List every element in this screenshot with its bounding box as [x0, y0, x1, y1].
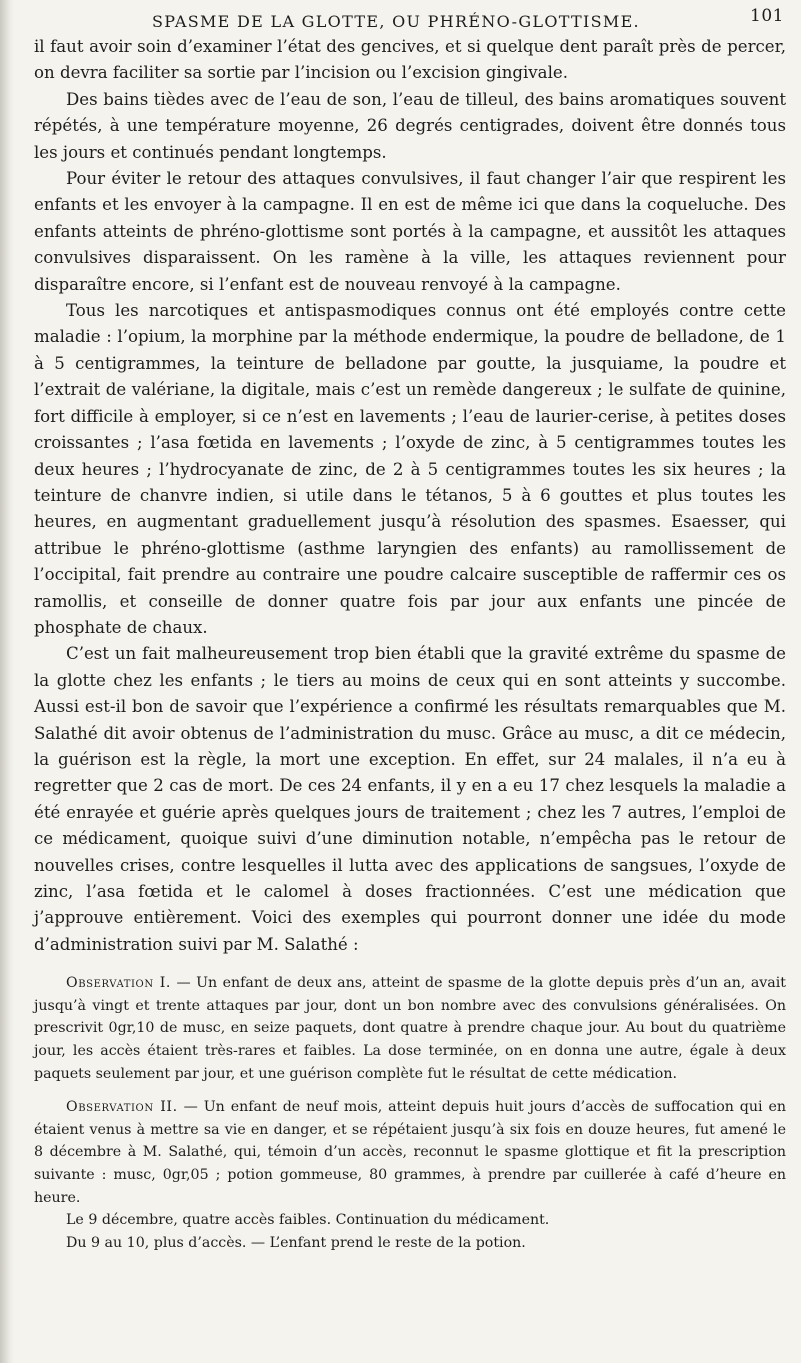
- observation-1: [34, 972, 786, 1085]
- page-number: 101: [750, 6, 784, 26]
- paragraph-gencives: il faut avoir soin d’examiner l’état des gencives, et si quelque dent paraît près de percer, on devra faciliter sa sortie par l’incision ou l’excision gingivale.: [34, 37, 786, 83]
- observation-2-followup-1: Le 9 décembre, quatre accès faibles. Continuation du médicament.: [66, 1212, 550, 1229]
- paragraph-campagne: Pour éviter le retour des attaques convulsives, il faut changer l’air que respirent les enfants et les envoyer à la campagne. Il en est de même ici que dans la coqueluche. Des enfants atteints de phréno-glottisme sont portés à la campagne, et aussitôt les attaques convulsives disparaissent. On les ramène à la ville, les attaques reviennent pour disparaître encore, si l’enfant est de nouveau renvoyé à la campagne.: [34, 169, 786, 294]
- page-body: [34, 34, 786, 1254]
- observation-2-lead: Observation II.: [66, 1099, 178, 1116]
- observation-2-followup-2: Du 9 au 10, plus d’accès. — L’enfant prend le reste de la potion.: [66, 1234, 526, 1251]
- page-binding-shadow: [0, 0, 14, 1363]
- observation-2-text: — Un enfant de neuf mois, atteint depuis huit jours d’accès de suffocation qui en étaient venus à mettre sa vie en danger, et se répétaient jusqu’à six fois en douze heures, fut amené le 8 décembre à M. Salathé, qui, témoin d’un accès, reconnut le spasme glottique et fit la prescription suivante : musc, 0gr,05 ; potion gommeuse, 80 grammes, à prendre par cuillerée à café d’heure en heure.: [34, 1099, 786, 1206]
- observation-1-text: — Un enfant de deux ans, atteint de spasme de la glotte depuis près d’un an, avait jusqu’à vingt et trente attaques par jour, dont un bon nombre avec des convulsions généralisées. On prescrivit 0gr,10 de musc, en seize paquets, dont quatre à prendre chaque jour. Au bout du quatrième jour, les accès étaient très-rares et faibles. La dose terminée, on en donna une autre, égale à deux paquets seulement par jour, et une guérison complète fut le résultat de cette médication.: [34, 975, 786, 1082]
- page-header: [100, 6, 784, 36]
- running-title: SPASME DE LA GLOTTE, OU PHRÉNO-GLOTTISME.: [152, 12, 640, 31]
- observation-2: [34, 1096, 786, 1209]
- observation-1-lead: Observation I.: [66, 975, 172, 992]
- paragraph-narcotiques: Tous les narcotiques et antispasmodiques connus ont été employés contre cette maladie : l’opium, la morphine par la méthode endermique, la poudre de belladone, de 1 à 5 centigrammes, la teinture de belladone par goutte, la jusquiame, la poudre et l’extrait de valériane, la digitale, mais c’est un remède dangereux ; le sulfate de quinine, fort difficile à employer, si ce n’est en lavements ; l’eau de laurier-cerise, à petites doses croissantes ; l’asa fœtida en lavements ; l’oxyde de zinc, à 5 centigrammes toutes les deux heures ; l’hydrocyanate de zinc, de 2 à 5 centigrammes toutes les six heures ; la teinture de chanvre indien, si utile dans le tétanos, 5 à 6 gouttes et plus toutes les heures, en augmentant graduellement jusqu’à résolution des spasmes. Esaesser, qui attribue le phréno-glottisme (asthme laryngien des enfants) au ramollissement de l’occipital, fait prendre au contraire une poudre calcaire susceptible de raffermir ces os ramollis, et conseille de donner quatre fois par jour aux enfants une pincée de phosphate de chaux.: [34, 301, 786, 637]
- paragraph-bains: Des bains tièdes avec de l’eau de son, l’eau de tilleul, des bains aromatiques souvent répétés, à une température moyenne, 26 degrés centigrades, doivent être donnés tous les jours et continués pendant longtemps.: [34, 89, 786, 162]
- paragraph-musc: C’est un fait malheureusement trop bien établi que la gravité extrême du spasme de la glotte chez les enfants ; le tiers au moins de ceux qui en sont atteints y succombe. Aussi est-il bon de savoir que l’expérience a confirmé les résultats remarquables que M. Salathé dit avoir obtenus de l’administration du musc. Grâce au musc, a dit ce médecin, la guérison est la règle, la mort une exception. En effet, sur 24 malales, il n’a eu à regretter que 2 cas de mort. De ces 24 enfants, il y en a eu 17 chez lesquels la maladie a été enrayée et guérie après quelques jours de traitement ; chez les 7 autres, l’emploi de ce médicament, quoique suivi d’une diminution notable, n’empêcha pas le retour de nouvelles crises, contre lesquelles il lutta avec des applications de sangsues, l’oxyde de zinc, l’asa fœtida et le calomel à doses fractionnées. C’est une médication que j’approuve entièrement. Voici des exemples qui pourront donner une idée du mode d’administration suivi par M. Salathé :: [34, 644, 786, 954]
